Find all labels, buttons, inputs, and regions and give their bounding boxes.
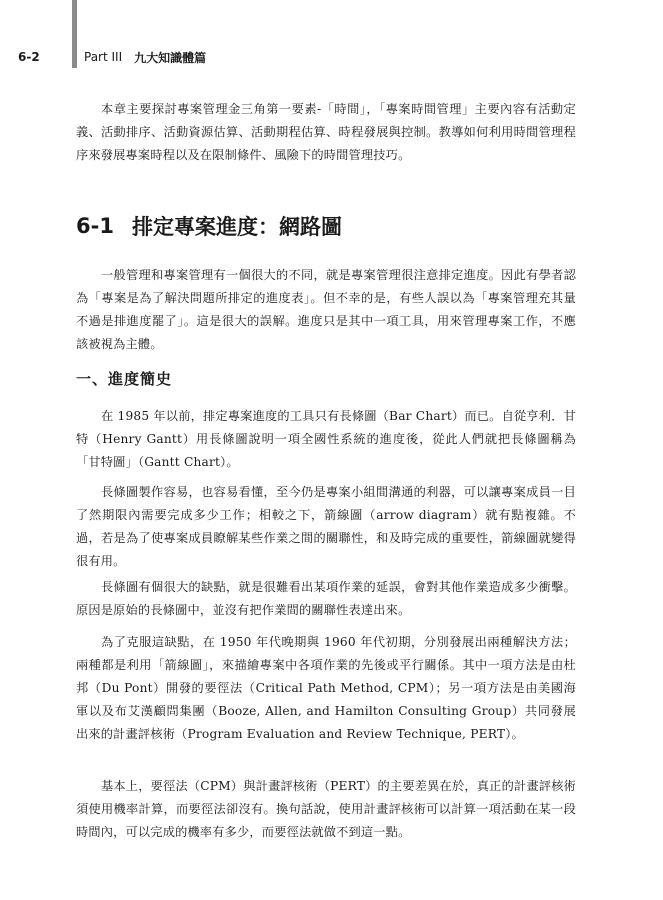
section-number: 6-1 [76, 214, 114, 238]
body-paragraph: 長條圖製作容易，也容易看懂，至今仍是專案小組間溝通的利器，可以讓專案成員一目了然期限內需要完成多少工作；相較之下，箭線圖（arrow diagram）就有點複雜。不過，若是為了使專案成員瞭解某些作業之間的關聯性，和及時完成的重要性，箭線圖就變得很有用。 [76, 485, 576, 568]
page-number: 6-2 [18, 50, 40, 64]
part-title: 九大知識體篇 [134, 50, 207, 65]
body-paragraph: 長條圖有個很大的缺點，就是很難看出某項作業的延誤，會對其他作業造成多少衝擊。原因是原始的長條圖中，並沒有把作業間的關聯性表達出來。 [76, 580, 576, 617]
part-label: Part III [84, 50, 123, 64]
body-paragraph: 為了克服這缺點，在 1950 年代晚期與 1960 年代初期，分別發展出兩種解決方法；兩種都是利用「箭線圖」，來描繪專案中各項作業的先後或平行關係。其中一項方法是由杜邦（Du Pont）開發的要徑法（Critical Path Method, CPM）；另一項方法是由美國海軍以及布艾漢顧問集團（Booze, Allen, and Hamilton Consulting Group）共同發展出來的計畫評核術（Program Evaluation and Review Technique, PERT）。 [76, 635, 576, 741]
body-paragraph: 基本上，要徑法（CPM）與計畫評核術（PERT）的主要差異在於，真正的計畫評核術須使用機率計算，而要徑法卻沒有。換句話說，使用計畫評核術可以計算一項活動在某一段時間內，可以完成的機率有多少，而要徑法就做不到這一點。 [76, 779, 576, 839]
subsection-heading: 一、進度簡史 [76, 370, 173, 388]
section-title: 排定專案進度：網路圖 [132, 215, 342, 239]
section-heading [76, 206, 342, 246]
body-paragraph: 在 1985 年以前，排定專案進度的工具只有長條圖（Bar Chart）而已。自從亨利．甘特（Henry Gantt）用長條圖說明一項全國性系統的進度後，從此人們就把長條圖稱為「甘特圖」（Gantt Chart）。 [76, 409, 576, 469]
running-header [18, 47, 206, 67]
section-paragraph: 一般管理和專案管理有一個很大的不同，就是專案管理很注意排定進度。因此有學者認為「專案是為了解決問題所排定的進度表」。但不幸的是，有些人誤以為「專案管理充其量不過是排進度罷了」。這是很大的誤解。進度只是其中一項工具，用來管理專案工作，不應該被視為主體。 [76, 268, 576, 351]
intro-paragraph: 本章主要探討專案管理金三角第一要素-「時間」，「專案時間管理」主要內容有活動定義、活動排序、活動資源估算、活動期程估算、時程發展與控制。教導如何利用時間管理程序來發展專案時程以及在限制條件、風險下的時間管理技巧。 [76, 102, 576, 162]
